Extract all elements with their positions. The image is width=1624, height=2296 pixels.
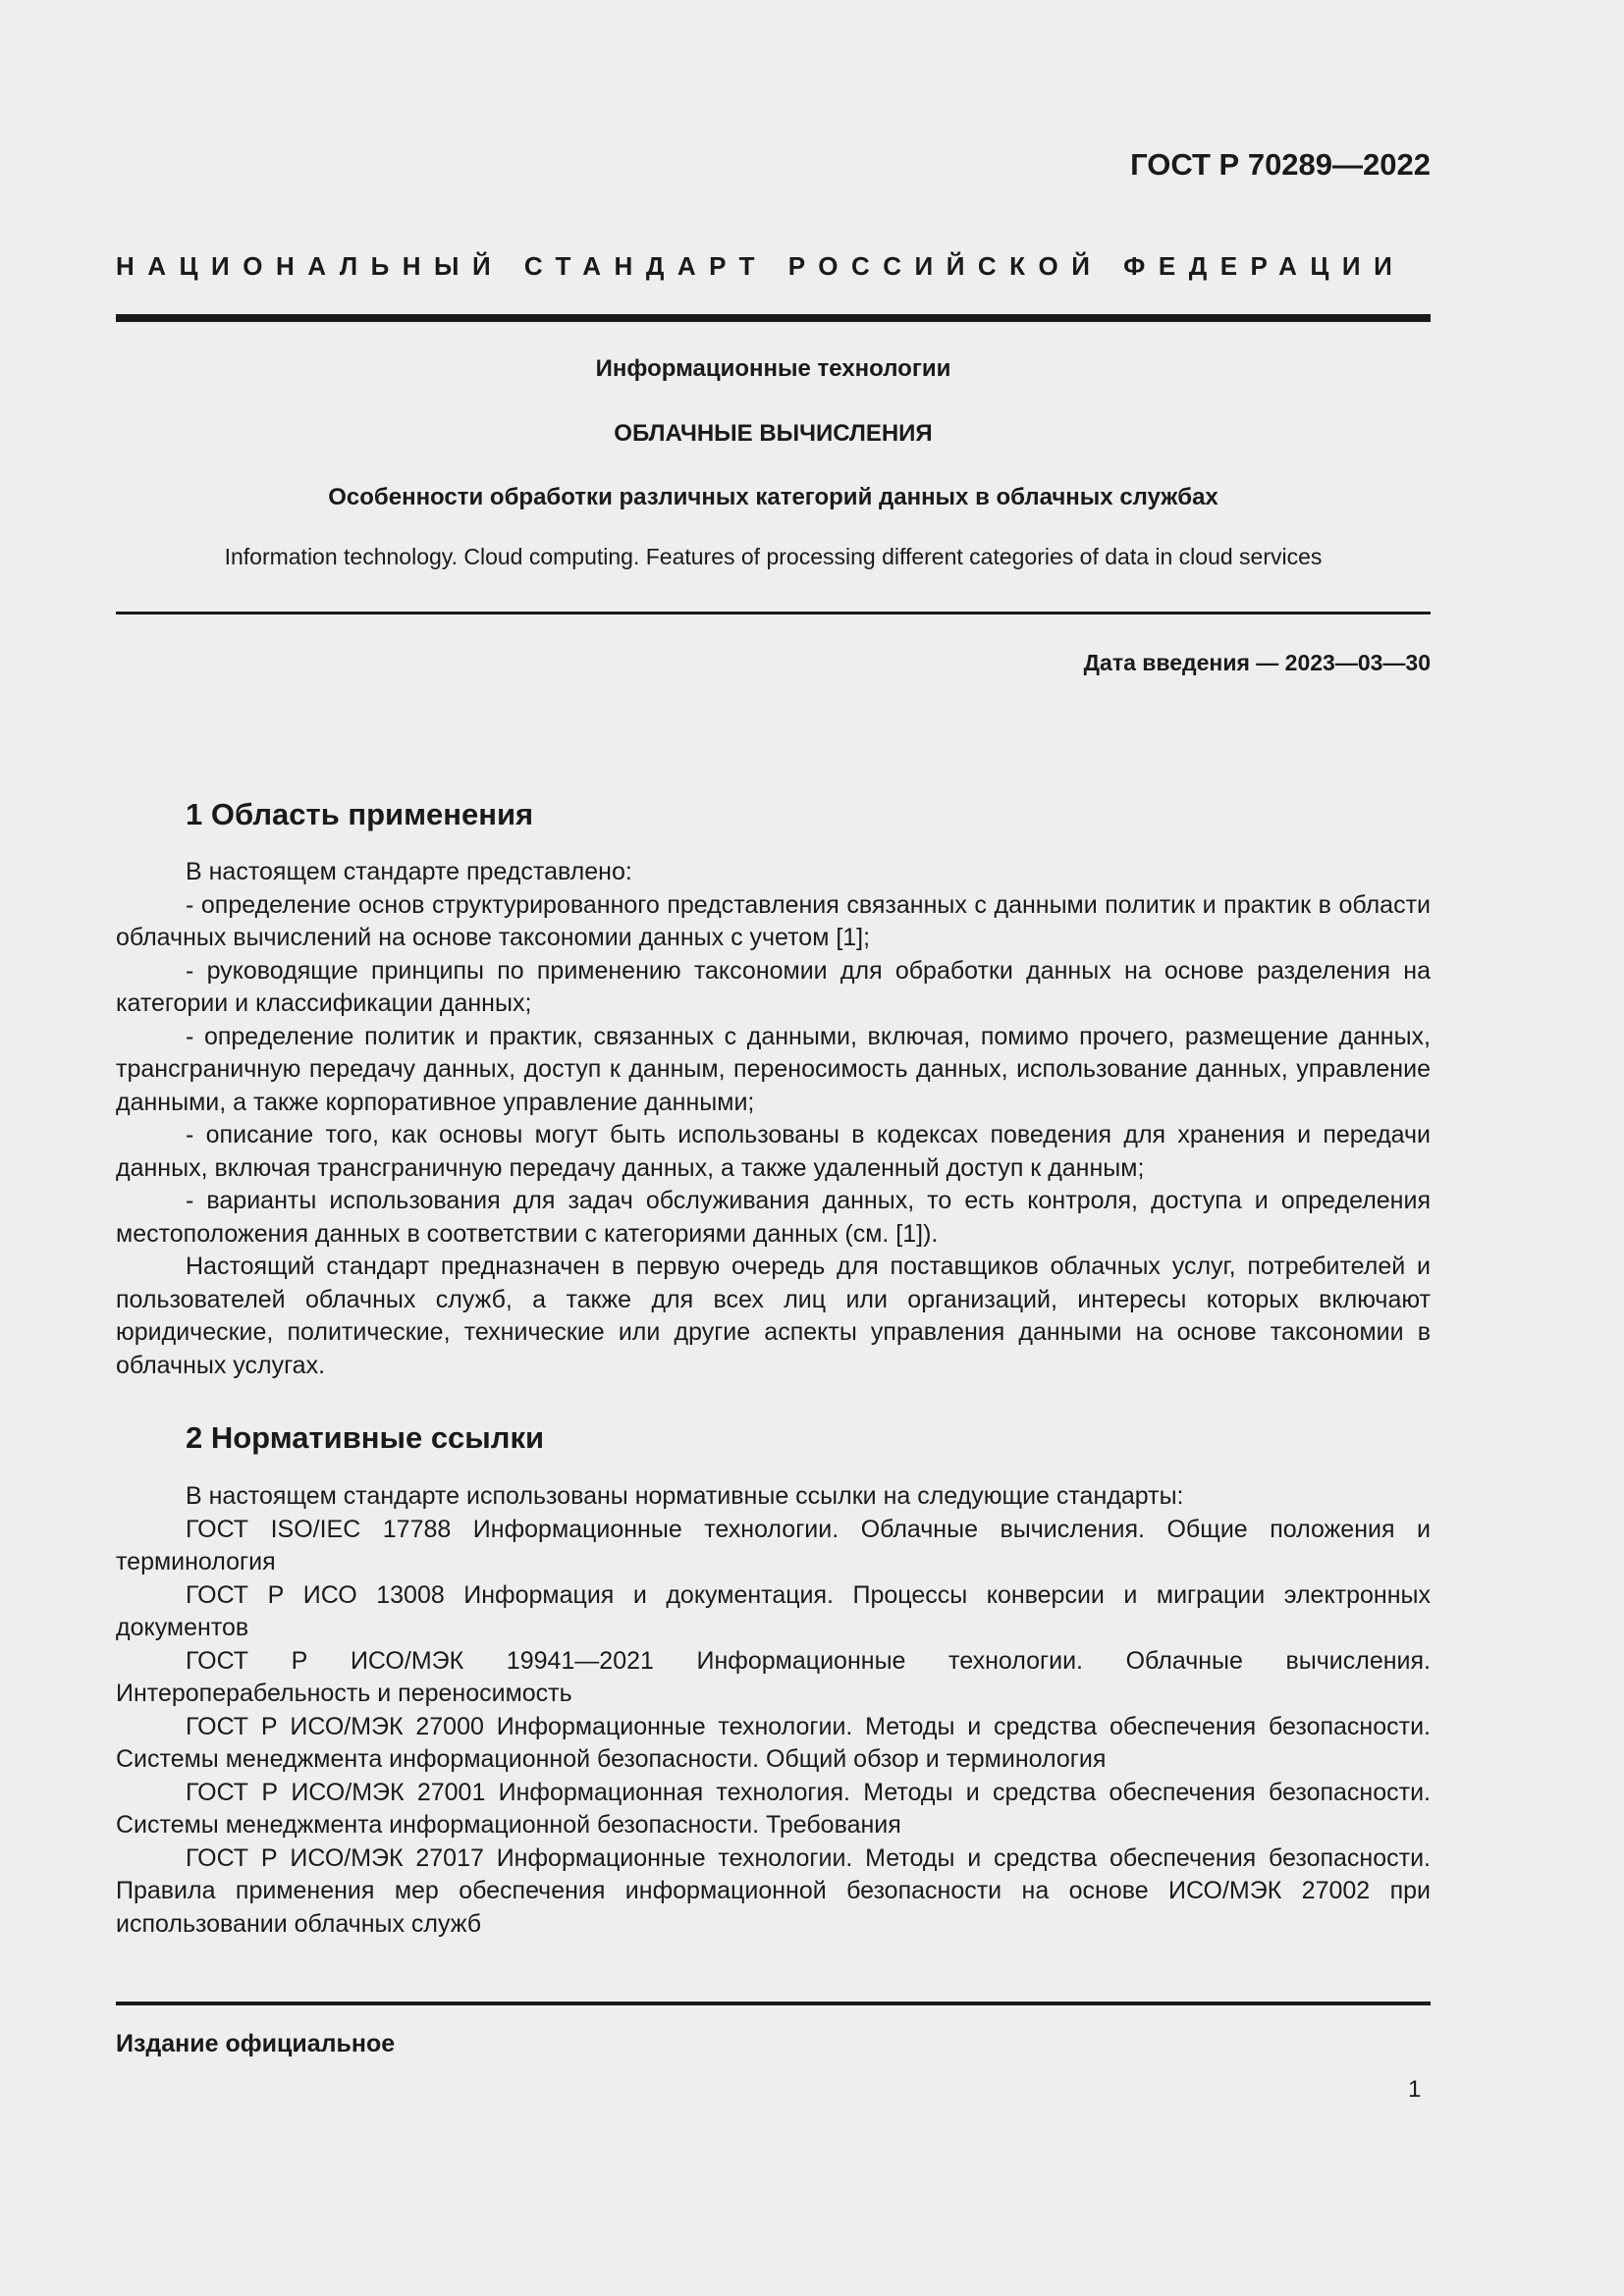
national-standard-banner: НАЦИОНАЛЬНЫЙ СТАНДАРТ РОССИЙСКОЙ ФЕДЕРАЦИИ xyxy=(116,251,1406,281)
footer-divider xyxy=(116,2002,1431,2005)
title-line-2: ОБЛАЧНЫЕ ВЫЧИСЛЕНИЯ xyxy=(614,420,933,447)
reference-item: ГОСТ ISO/IEC 17788 Информационные технологии. Облачные вычисления. Общие положения и терминология xyxy=(116,1515,1431,1575)
title-divider xyxy=(116,612,1431,614)
reference-item: ГОСТ Р ИСО/МЭК 27000 Информационные технологии. Методы и средства обеспечения безопасности. Системы менеджмента информационной безопасности. Общий обзор и терминология xyxy=(116,1712,1431,1773)
list-item: - определение политик и практик, связанных с данными, включая, помимо прочего, размещение данных, трансграничную передачу данных, доступ к данным, переносимость данных, использование данных, управление данными, а также корпоративное управление данными; xyxy=(116,1022,1431,1116)
edition-label: Издание официальное xyxy=(116,2030,396,2057)
paragraph: Настоящий стандарт предназначен в первую очередь для поставщиков облачных услуг, потребителей и пользователей облачных служб, а также для всех лиц или организаций, интересы которых включают юридические, политические, технические или другие аспекты управления данными на основе таксономии в облачных услугах. xyxy=(116,1253,1431,1379)
title-line-3: Особенности обработки различных категорий данных в облачных службах xyxy=(328,484,1218,510)
list-item: - руководящие принципы по применению таксономии для обработки данных на основе разделения на категории и классификации данных; xyxy=(116,956,1431,1017)
header-divider xyxy=(116,314,1431,322)
intro-date: Дата введения — 2023—03—30 xyxy=(1083,650,1431,675)
title-line-1: Информационные технологии xyxy=(595,355,951,382)
english-title: Information technology. Cloud computing. Features of processing different categories of data in cloud services xyxy=(224,544,1323,569)
section-1-body xyxy=(116,856,1431,1382)
reference-item: ГОСТ Р ИСО/МЭК 27001 Информационная технология. Методы и средства обеспечения безопасности. Системы менеджмента информационной безопасности. Требования xyxy=(116,1778,1431,1839)
document-number: ГОСТ Р 70289—2022 xyxy=(1130,147,1431,182)
section-1-heading: 1 Область применения xyxy=(186,797,534,831)
list-item: - определение основ структурированного представления связанных с данными политик и практик в области облачных вычислений на основе таксономии данных с учетом [1]; xyxy=(116,890,1431,951)
list-item: - варианты использования для задач обслуживания данных, то есть контроля, доступа и определения местоположения данных в соответствии с категориями данных (см. [1]). xyxy=(116,1187,1431,1248)
section-2-heading: 2 Нормативные ссылки xyxy=(186,1420,545,1455)
reference-item: ГОСТ Р ИСО/МЭК 19941—2021 Информационные технологии. Облачные вычисления. Интероперабельность и переносимость xyxy=(116,1646,1431,1707)
reference-item: ГОСТ Р ИСО/МЭК 27017 Информационные технологии. Методы и средства обеспечения безопасности. Правила применения мер обеспечения информационной безопасности на основе ИСО/МЭК 27002 при использовании облачных служб xyxy=(116,1843,1431,1938)
section-2-body xyxy=(116,1480,1431,1941)
paragraph: В настоящем стандарте использованы нормативные ссылки на следующие стандарты: xyxy=(186,1482,1184,1510)
page-number: 1 xyxy=(1408,2076,1422,2103)
paragraph: В настоящем стандарте представлено: xyxy=(186,858,632,885)
reference-item: ГОСТ Р ИСО 13008 Информация и документация. Процессы конверсии и миграции электронных документов xyxy=(116,1580,1431,1641)
list-item: - описание того, как основы могут быть использованы в кодексах поведения для хранения и передачи данных, включая трансграничную передачу данных, а также удаленный доступ к данным; xyxy=(116,1121,1431,1182)
